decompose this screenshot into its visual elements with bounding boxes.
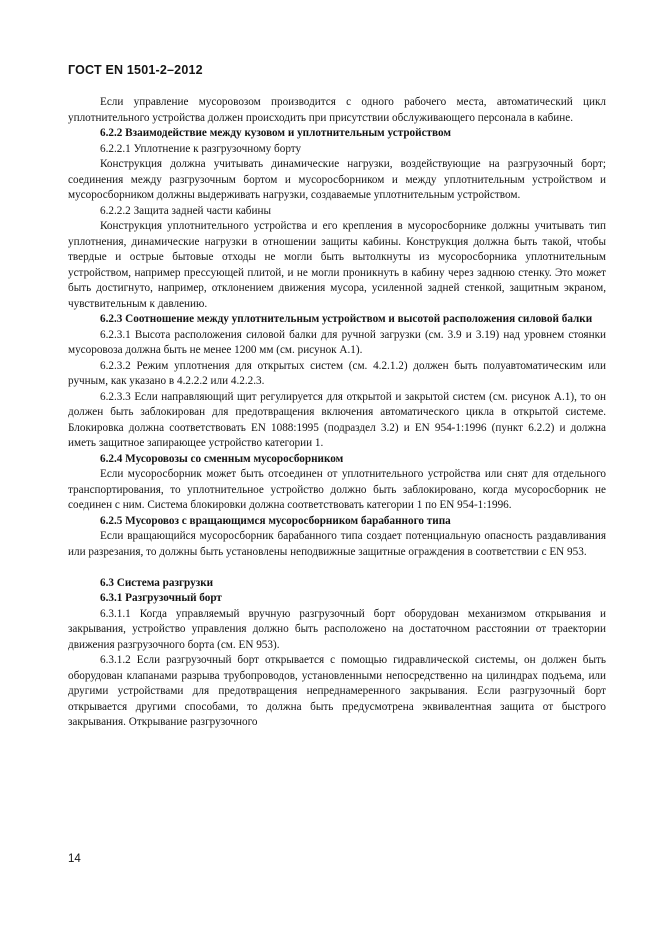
section-heading: 6.3.1 Разгрузочный борт bbox=[100, 592, 222, 604]
paragraph: Конструкция должна учитывать динамические нагрузки, воздействующие на разгрузочный борт; соединения между разгрузочным бортом и мусоросборником и между уплотнительным устройством и мусоросборником должны выдерживать нагрузки, создаваемые уплотнительным устройством. bbox=[68, 158, 606, 201]
section-heading: 6.2.5 Мусоровоз с вращающимся мусоросборником барабанного типа bbox=[100, 514, 451, 527]
subsection-heading: 6.2.2.1 Уплотнение к разгрузочному борту bbox=[100, 142, 302, 155]
paragraph: 6.3.1.2 Если разгрузочный борт открывается с помощью гидравлической системы, он должен быть оборудован клапанами разрыва трубопроводов, установленными непосредственно на цилиндрах подъема, или другими устройствами для предотвращения непреднамеренного закрывания. Если разгрузочный борт открывается другими способами, то должна быть предусмотрена эквивалентная защита от быстрого закрывания. Открывание разгрузочного bbox=[68, 654, 606, 728]
section-heading: 6.3 Система разгрузки bbox=[100, 576, 214, 589]
page-number: 14 bbox=[68, 853, 81, 865]
subsection-heading: 6.2.2.2 Защита задней части кабины bbox=[100, 204, 271, 217]
document-body bbox=[68, 95, 606, 731]
paragraph: 6.2.3.3 Если направляющий щит регулируется для открытой и закрытой систем (см. рисунок А.1), то он должен быть заблокирован для предотвращения включения автоматического цикла в открытой системе. Блокировка должна соответствовать EN 1088:1995 (подраздел 3.2) и EN 954-1:1996 (пункт 6.2.2) и должна иметь защитное запирающее устройство категории 1. bbox=[68, 390, 606, 449]
document-header: ГОСТ EN 1501-2–2012 bbox=[68, 63, 203, 77]
paragraph: 6.2.3.1 Высота расположения силовой балки для ручной загрузки (см. 3.9 и 3.19) над уровнем стоянки мусоровоза должна быть не менее 1200 мм (см. рисунок А.1). bbox=[68, 328, 606, 356]
paragraph: Если мусоросборник может быть отсоединен от уплотнительного устройства или снят для отдельного транспортирования, то уплотнительное устройство должно быть заблокировано, когда мусоросборник не соединен с ним. Система блокировки должна соответствовать категории 1 по EN 954-1:1996. bbox=[68, 468, 606, 511]
section-heading: 6.2.4 Мусоровозы со сменным мусоросборником bbox=[100, 452, 344, 465]
paragraph: 6.3.1.1 Когда управляемый вручную разгрузочный борт оборудован механизмом открывания и закрывания, устройство управления должно быть расположено на достаточном расстоянии от траектории движения разгрузочного борта (см. EN 953). bbox=[68, 607, 606, 651]
paragraph: Конструкция уплотнительного устройства и его крепления в мусоросборнике должны учитывать тип уплотнения, динамические нагрузки в отношении защиты кабины. Конструкция должна быть такой, чтобы твердые и острые бытовые отходы не могли быть вытолкнуты из мусоросборника уплотнительным устройством, например прессующей плитой, и не могли проникнуть в кабину через заднюю стенку. Это может быть достигнуто, например, отклонением движения мусора, усиленной задней стенкой, защитным экраном, чувствительным к давлению. bbox=[68, 220, 606, 310]
paragraph: Если управление мусоровозом производится с одного рабочего места, автоматический цикл уплотнительного устройства должен происходить при присутствии обслуживающего персонала в кабине. bbox=[68, 96, 606, 124]
paragraph: 6.2.3.2 Режим уплотнения для открытых систем (см. 4.2.1.2) должен быть полуавтоматическим или ручным, как указано в 4.2.2.2 или 4.2.2.3. bbox=[68, 359, 606, 387]
section-heading: 6.2.3 Соотношение между уплотнительным устройством и высотой расположения силовой балки bbox=[100, 313, 593, 325]
section-heading: 6.2.2 Взаимодействие между кузовом и уплотнительным устройством bbox=[100, 127, 452, 139]
paragraph: Если вращающийся мусоросборник барабанного типа создает потенциальную опасность раздавливания или разрезания, то должны быть установлены неподвижные защитные ограждения в соответствии с EN 953. bbox=[68, 530, 606, 558]
